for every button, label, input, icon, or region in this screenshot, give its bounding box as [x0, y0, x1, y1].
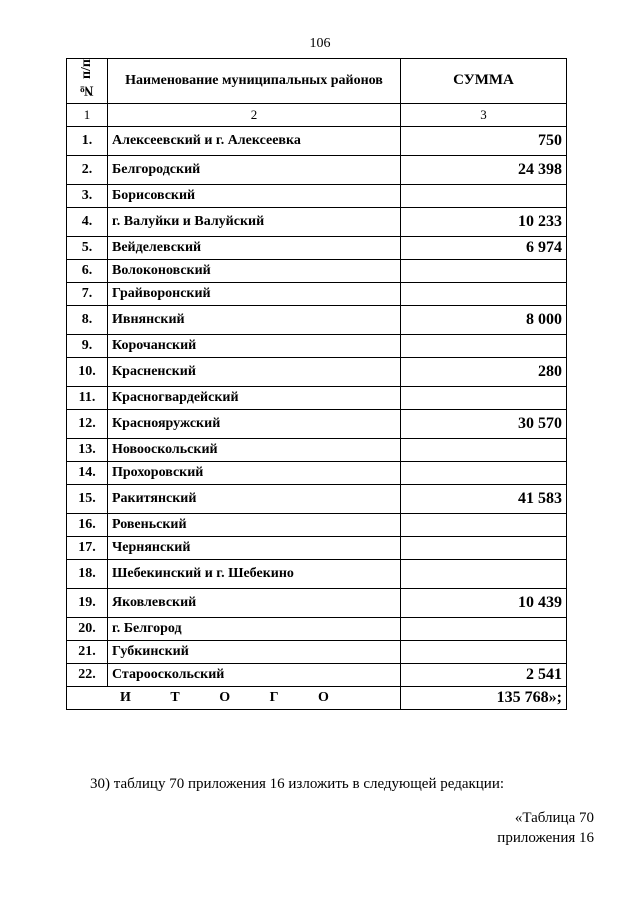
row-number: 9.	[67, 334, 108, 357]
districts-table	[66, 58, 567, 710]
table-header-row	[67, 59, 567, 104]
row-sum-value: 41 583	[518, 489, 562, 507]
row-district-name: Шебекинский и г. Шебекино	[108, 559, 401, 588]
caption-line-2: приложения 16	[497, 830, 594, 846]
row-number: 13.	[67, 438, 108, 461]
table-row	[67, 305, 567, 334]
row-district-name: Ровеньский	[108, 513, 401, 536]
row-number: 14.	[67, 461, 108, 484]
row-district-name: Чернянский	[108, 536, 401, 559]
table-row	[67, 409, 567, 438]
row-sum	[401, 588, 567, 617]
row-sum-value: 750	[538, 131, 562, 149]
row-sum-value: 30 570	[518, 414, 562, 432]
row-number: 6.	[67, 259, 108, 282]
row-district-name: г. Белгород	[108, 617, 401, 640]
row-number: 19.	[67, 588, 108, 617]
table-row	[67, 259, 567, 282]
header-number-label: № п/п	[79, 59, 94, 98]
table-row	[67, 282, 567, 305]
row-number: 12.	[67, 409, 108, 438]
row-number: 22.	[67, 663, 108, 686]
row-district-name: Старооскольский	[108, 663, 401, 686]
row-district-name: Алексеевский и г. Алексеевка	[108, 126, 401, 155]
row-sum	[401, 334, 567, 357]
table-row	[67, 438, 567, 461]
total-row	[67, 686, 567, 709]
table-row	[67, 640, 567, 663]
table-row	[67, 126, 567, 155]
header-name: Наименование муниципальных районов	[108, 59, 401, 104]
row-sum	[401, 663, 567, 686]
row-sum-value: 10 233	[518, 212, 562, 230]
table-row	[67, 663, 567, 686]
row-number: 7.	[67, 282, 108, 305]
page-number: 106	[309, 36, 331, 51]
row-number: 15.	[67, 484, 108, 513]
row-sum	[401, 305, 567, 334]
total-sum: 135 768»;	[401, 686, 567, 709]
row-district-name: Красненский	[108, 357, 401, 386]
row-sum	[401, 207, 567, 236]
row-sum	[401, 640, 567, 663]
column-number-2: 2	[108, 103, 401, 126]
row-sum	[401, 126, 567, 155]
row-district-name: Краснояружский	[108, 409, 401, 438]
row-district-name: Новооскольский	[108, 438, 401, 461]
table-caption	[497, 808, 594, 848]
table-row	[67, 484, 567, 513]
table-row	[67, 559, 567, 588]
row-district-name: Белгородский	[108, 155, 401, 184]
row-number: 8.	[67, 305, 108, 334]
row-sum	[401, 513, 567, 536]
row-district-name: Губкинский	[108, 640, 401, 663]
row-number: 4.	[67, 207, 108, 236]
table-row	[67, 155, 567, 184]
row-sum-value: 24 398	[518, 160, 562, 178]
header-number	[67, 59, 108, 104]
table-row	[67, 357, 567, 386]
row-sum	[401, 357, 567, 386]
row-district-name: Корочанский	[108, 334, 401, 357]
table-row	[67, 207, 567, 236]
row-district-name: Вейделевский	[108, 236, 401, 259]
row-sum	[401, 184, 567, 207]
row-sum	[401, 536, 567, 559]
row-district-name: Борисовский	[108, 184, 401, 207]
row-number: 5.	[67, 236, 108, 259]
table-row	[67, 184, 567, 207]
row-district-name: Ивнянский	[108, 305, 401, 334]
row-district-name: Грайворонский	[108, 282, 401, 305]
row-number: 20.	[67, 617, 108, 640]
table-row	[67, 386, 567, 409]
column-numbers-row	[67, 103, 567, 126]
table-row	[67, 461, 567, 484]
table-row	[67, 236, 567, 259]
header-sum: СУММА	[401, 59, 567, 104]
table-row	[67, 513, 567, 536]
row-sum-value: 2 541	[526, 665, 562, 683]
row-sum	[401, 282, 567, 305]
table-row	[67, 588, 567, 617]
row-number: 3.	[67, 184, 108, 207]
row-number: 2.	[67, 155, 108, 184]
row-number: 17.	[67, 536, 108, 559]
column-number-1: 1	[67, 103, 108, 126]
row-sum-value: 10 439	[518, 593, 562, 611]
caption-line-1: «Таблица 70	[514, 810, 594, 826]
row-district-name: Яковлевский	[108, 588, 401, 617]
table-row	[67, 536, 567, 559]
row-number: 18.	[67, 559, 108, 588]
column-number-3: 3	[401, 103, 567, 126]
row-district-name: Ракитянский	[108, 484, 401, 513]
total-label: И Т О Г О	[67, 686, 401, 709]
row-sum	[401, 461, 567, 484]
row-number: 21.	[67, 640, 108, 663]
row-number: 16.	[67, 513, 108, 536]
table-body	[67, 126, 567, 686]
row-number: 1.	[67, 126, 108, 155]
row-sum	[401, 409, 567, 438]
row-sum	[401, 236, 567, 259]
row-number: 11.	[67, 386, 108, 409]
amendment-paragraph: 30) таблицу 70 приложения 16 изложить в следующей редакции:	[90, 776, 505, 792]
row-sum	[401, 484, 567, 513]
row-sum-value: 8 000	[526, 310, 562, 328]
row-sum	[401, 259, 567, 282]
row-sum-value: 6 974	[526, 238, 562, 256]
row-district-name: Прохоровский	[108, 461, 401, 484]
row-sum	[401, 386, 567, 409]
row-sum	[401, 559, 567, 588]
row-number: 10.	[67, 357, 108, 386]
row-district-name: Волоконовский	[108, 259, 401, 282]
row-sum	[401, 155, 567, 184]
row-sum	[401, 617, 567, 640]
table-row	[67, 617, 567, 640]
row-sum	[401, 438, 567, 461]
row-sum-value: 280	[538, 362, 562, 380]
table-row	[67, 334, 567, 357]
row-district-name: г. Валуйки и Валуйский	[108, 207, 401, 236]
row-district-name: Красногвардейский	[108, 386, 401, 409]
